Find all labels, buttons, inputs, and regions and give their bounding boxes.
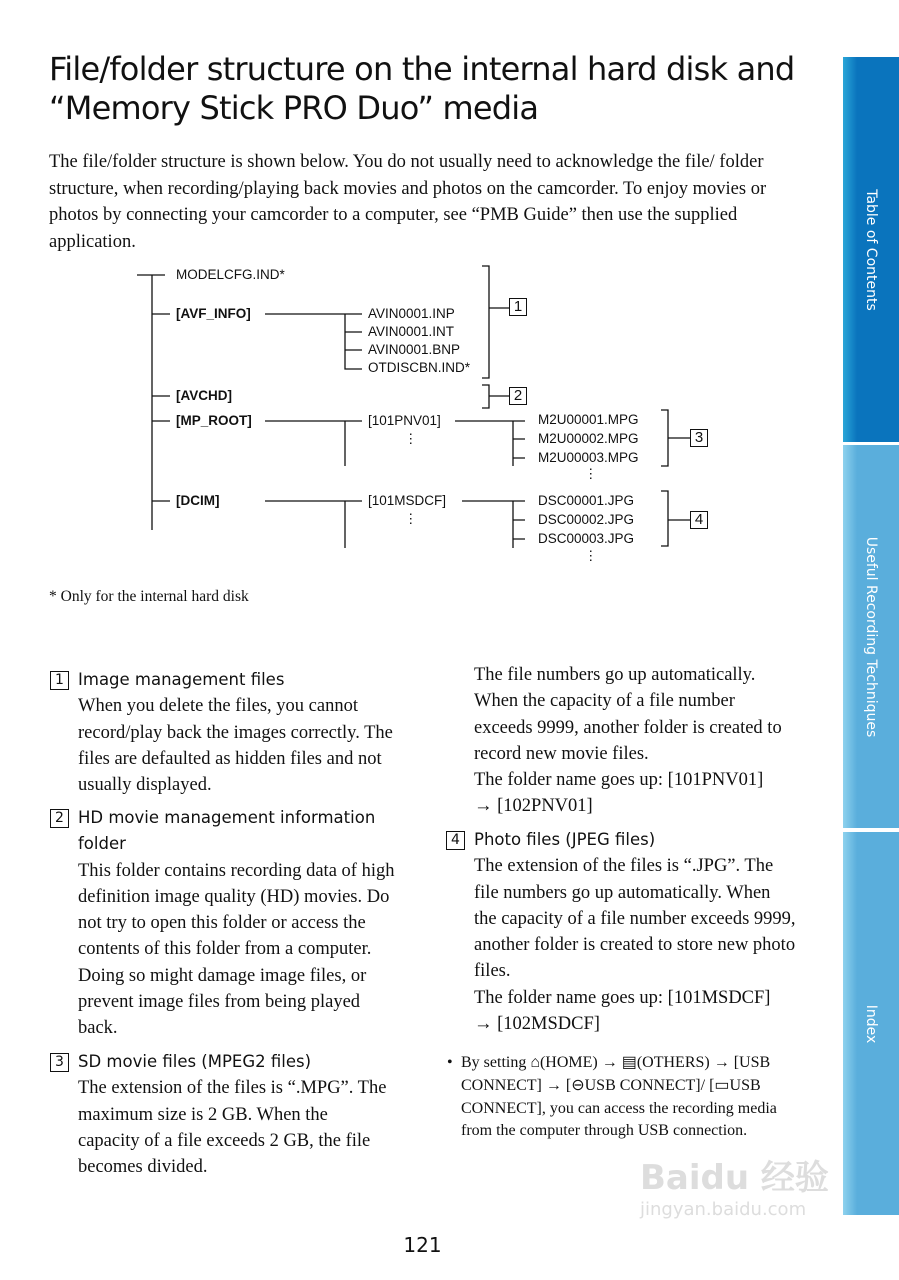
item-body: The file numbers go up automatically. When the capacity of a file number exceeds 9999, another folder is created to record new movie files. <box>474 665 782 764</box>
label-box-2: 2 <box>509 387 527 405</box>
item-body: When you delete the files, you cannot record/play back the images correctly. The files are defaulted as hidden files and not usually displayed. <box>78 696 393 796</box>
item-number: 1 <box>50 671 69 690</box>
tab-label: Table of Contents <box>863 188 879 311</box>
item-number: 4 <box>446 831 465 850</box>
usb-note <box>447 1052 801 1143</box>
item-body: The folder name goes up: [101PNV01] <box>474 770 764 791</box>
item-heading: HD movie management information folder <box>78 808 376 854</box>
tree-folder: [101PNV01] <box>368 413 441 428</box>
page-number: 121 <box>403 1233 442 1257</box>
ellipsis: ⋮ <box>584 548 598 563</box>
item-body: This folder contains recording data of high definition image quality (HD) movies. Do not try to open this folder or access the contents of this folder from a computer. Doing so might damage image files, or prevent image files from being played back. <box>78 860 395 1039</box>
hdd-icon: ⊖ <box>571 1076 585 1094</box>
item-body: The extension of the files is “.MPG”. The maximum size is 2 GB. When the capacity of a file exceeds 2 GB, the file becomes divided. <box>78 1078 387 1178</box>
item-body: → [102MSDCF] <box>474 1014 600 1035</box>
tab-useful-recording-techniques[interactable] <box>843 445 899 828</box>
tree-item: MODELCFG.IND* <box>176 267 285 282</box>
home-icon: ⌂ <box>530 1054 540 1071</box>
tree-folder: [AVCHD] <box>176 388 232 403</box>
tree-file: DSC00001.JPG <box>538 493 635 508</box>
others-icon: ▤ <box>621 1054 637 1071</box>
item-3-continued <box>474 662 794 820</box>
label-box-1: 1 <box>509 298 527 316</box>
bullet: • <box>447 1054 453 1071</box>
title-line-1: File/folder structure on the internal hard disk and <box>49 50 795 88</box>
ellipsis: ⋮ <box>404 511 418 526</box>
baidu-watermark: Baidu 经验 jingyan.baidu.com <box>640 1158 829 1220</box>
tree-file: AVIN0001.INT <box>368 324 455 339</box>
tab-table-of-contents[interactable] <box>843 57 899 442</box>
item-heading: Photo files (JPEG files) <box>474 830 656 849</box>
tree-folder: [AVF_INFO] <box>176 306 251 321</box>
label-box-4: 4 <box>690 511 708 529</box>
ellipsis: ⋮ <box>404 431 418 446</box>
label-box-3: 3 <box>690 429 708 447</box>
tree-file: OTDISCBN.IND* <box>368 360 471 375</box>
item-number: 3 <box>50 1053 69 1072</box>
item-heading: Image management files <box>78 670 285 689</box>
item-body: The extension of the files is “.JPG”. The file numbers go up automatically. When the capacity of a file number exceeds 9999, another folder is created to store new photo files. <box>474 856 796 982</box>
tab-label: Index <box>863 1004 879 1043</box>
tree-file: AVIN0001.BNP <box>368 342 461 357</box>
note-text: USB CONNECT]/ [ <box>584 1076 715 1094</box>
item-1 <box>55 667 408 798</box>
tab-index[interactable] <box>843 832 899 1215</box>
note-text: USB CONNECT], you can access the recording media from the computer through USB connection. <box>461 1076 777 1140</box>
item-body: The folder name goes up: [101MSDCF] <box>474 987 771 1008</box>
tree-folder: [DCIM] <box>176 493 220 508</box>
tree-folder: [101MSDCF] <box>368 493 447 508</box>
tree-file: DSC00002.JPG <box>538 512 635 527</box>
item-number: 2 <box>50 809 69 828</box>
note-text: (OTHERS) → [USB CONNECT] → [ <box>461 1054 771 1094</box>
title-line-2: “Memory Stick PRO Duo” media <box>49 89 539 127</box>
item-heading: SD movie files (MPEG2 files) <box>78 1052 312 1071</box>
item-3 <box>55 1049 388 1180</box>
note-text: (HOME) → <box>539 1054 618 1071</box>
tree-file: M2U00003.MPG <box>538 450 639 465</box>
tree-file: AVIN0001.INP <box>368 306 455 321</box>
intro-paragraph: The file/folder structure is shown below. You do not usually need to acknowledge the file/ folder structure, when recording/playing back movies and photos on the camcorder. To enjoy movies or photos by connecting your camcorder to a computer, see “PMB Guide” then use the supplied application. <box>49 152 767 252</box>
tree-file: DSC00003.JPG <box>538 531 635 546</box>
memory-stick-icon: ▭ <box>714 1076 730 1094</box>
item-2 <box>55 805 403 1042</box>
tree-file: M2U00001.MPG <box>538 412 639 427</box>
item-4 <box>451 827 796 1037</box>
item-body: → [102PNV01] <box>474 796 593 817</box>
ellipsis: ⋮ <box>584 466 598 481</box>
tree-folder: [MP_ROOT] <box>176 413 252 428</box>
folder-tree-lines <box>0 0 899 600</box>
note-text: By setting <box>461 1054 527 1071</box>
tree-file: M2U00002.MPG <box>538 431 639 446</box>
tab-label: Useful Recording Techniques <box>863 536 879 737</box>
footnote: * Only for the internal hard disk <box>49 588 249 605</box>
